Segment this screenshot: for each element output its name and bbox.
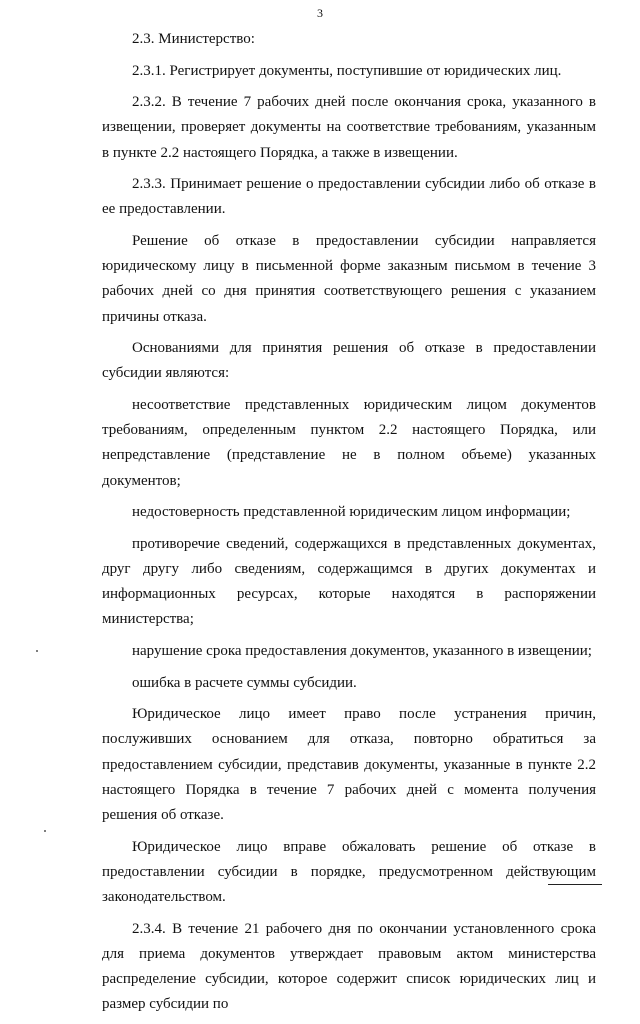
list-item: противоречие сведений, содержащихся в представленных документах, друг другу либо сведениям, содержащимся в других документах и информационных ресурсах, которые находятся в распоряжении министерства;	[102, 535, 596, 628]
page-number: 3	[317, 6, 323, 20]
paragraph: Юридическое лицо имеет право после устранения причин, послуживших основанием для отказа, повторно обратиться за предоставлением субсидии, представив документы, указанные в пункте 2.2 настоящего Порядка в течение 7 рабочих дней с момента получения решения об отказе.	[102, 706, 596, 823]
footer-rule	[548, 884, 602, 885]
paragraph: 2.3.1. Регистрирует документы, поступившие от юридических лиц.	[132, 62, 562, 79]
section-heading: 2.3. Министерство:	[132, 31, 255, 47]
paragraph: Юридическое лицо вправе обжаловать решение об отказе в предоставлении субсидии в порядке, предусмотренном действующим законодательством.	[102, 838, 596, 905]
paragraph: Основаниями для принятия решения об отказе в предоставлении субсидии являются:	[102, 340, 596, 382]
paragraph: 2.3.2. В течение 7 рабочих дней после окончания срока, указанного в извещении, проверяет документы на соответствие требованиям, указанным в пункте 2.2 настоящего Порядка, а также в извещении.	[102, 94, 596, 161]
list-item: нарушение срока предоставления документов, указанного в извещении;	[132, 642, 592, 659]
paragraph: 2.3.4. В течение 21 рабочего дня по окончании установленного срока для приема документов утверждает правовым актом министерства распределение субсидии, которое содержит список юридических лиц и размер субсидии по	[102, 920, 596, 1013]
list-item: ошибка в расчете суммы субсидии.	[132, 674, 357, 691]
scan-speck	[44, 830, 46, 832]
document-body	[102, 27, 596, 1024]
scan-speck	[36, 650, 38, 652]
paragraph: 2.3.3. Принимает решение о предоставлении субсидии либо об отказе в ее предоставлении.	[102, 176, 596, 218]
list-item: несоответствие представленных юридическим лицом документов требованиям, определенным пунктом 2.2 настоящего Порядка, или непредставление (представление не в полном объеме) указанных документов;	[102, 396, 596, 489]
paragraph: Решение об отказе в предоставлении субсидии направляется юридическому лицу в письменной форме заказным письмом в течение 3 рабочих дней со дня принятия соответствующего решения с указанием причины отказа.	[102, 232, 596, 325]
list-item: недостоверность представленной юридическим лицом информации;	[132, 504, 571, 521]
